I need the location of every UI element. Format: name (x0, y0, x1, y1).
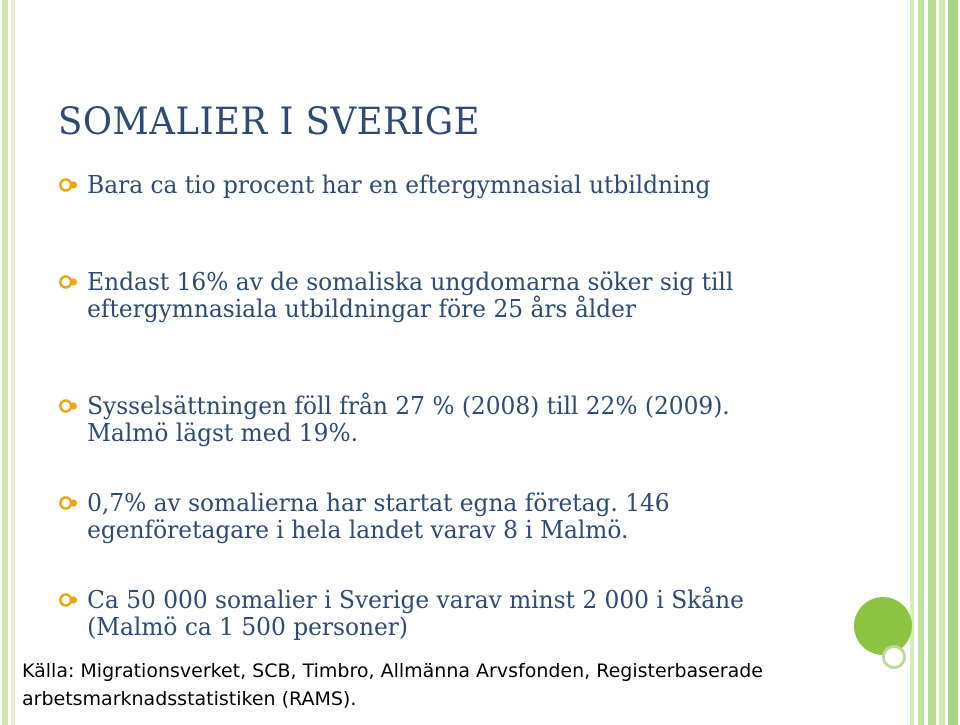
bullet-item (58, 269, 795, 323)
source-note: Källa: Migrationsverket, SCB, Timbro, Allmänna Arvsfonden, Registerbaserade arbetsmarknadsstatistiken (RAMS). (22, 660, 763, 710)
ring-bullet-icon (58, 271, 79, 293)
green-ring-decoration (882, 645, 906, 669)
bullet-text: Ca 50 000 somalier i Sverige varav minst 2 000 i Skåne (Malmö ca 1 500 personer) (87, 586, 744, 641)
bullet-text: Sysselsättningen föll från 27 % (2008) till 22% (2009). Malmö lägst med 19%. (87, 392, 730, 447)
bullet-text: Bara ca tio procent har en eftergymnasial utbildning (87, 171, 711, 199)
bullet-item (58, 172, 795, 199)
bullet-item (58, 490, 795, 544)
ring-bullet-icon (58, 589, 79, 611)
bullet-text: 0,7% av somalierna har startat egna företag. 146 egenföretagare i hela landet varav 8 i Malmö. (87, 489, 670, 544)
ring-bullet-icon (58, 492, 79, 514)
slide-title: SOMALIER I SVERIGE (58, 100, 481, 143)
bullet-item (58, 393, 795, 447)
green-circle-decoration (854, 597, 912, 655)
right-edge-stripes (908, 0, 960, 725)
ring-bullet-icon (58, 395, 79, 417)
left-edge-stripes (0, 0, 22, 725)
ring-bullet-icon (58, 174, 79, 196)
bullet-item (58, 587, 795, 641)
bullet-text: Endast 16% av de somaliska ungdomarna söker sig till eftergymnasiala utbildningar före 25 års ålder (87, 268, 734, 323)
